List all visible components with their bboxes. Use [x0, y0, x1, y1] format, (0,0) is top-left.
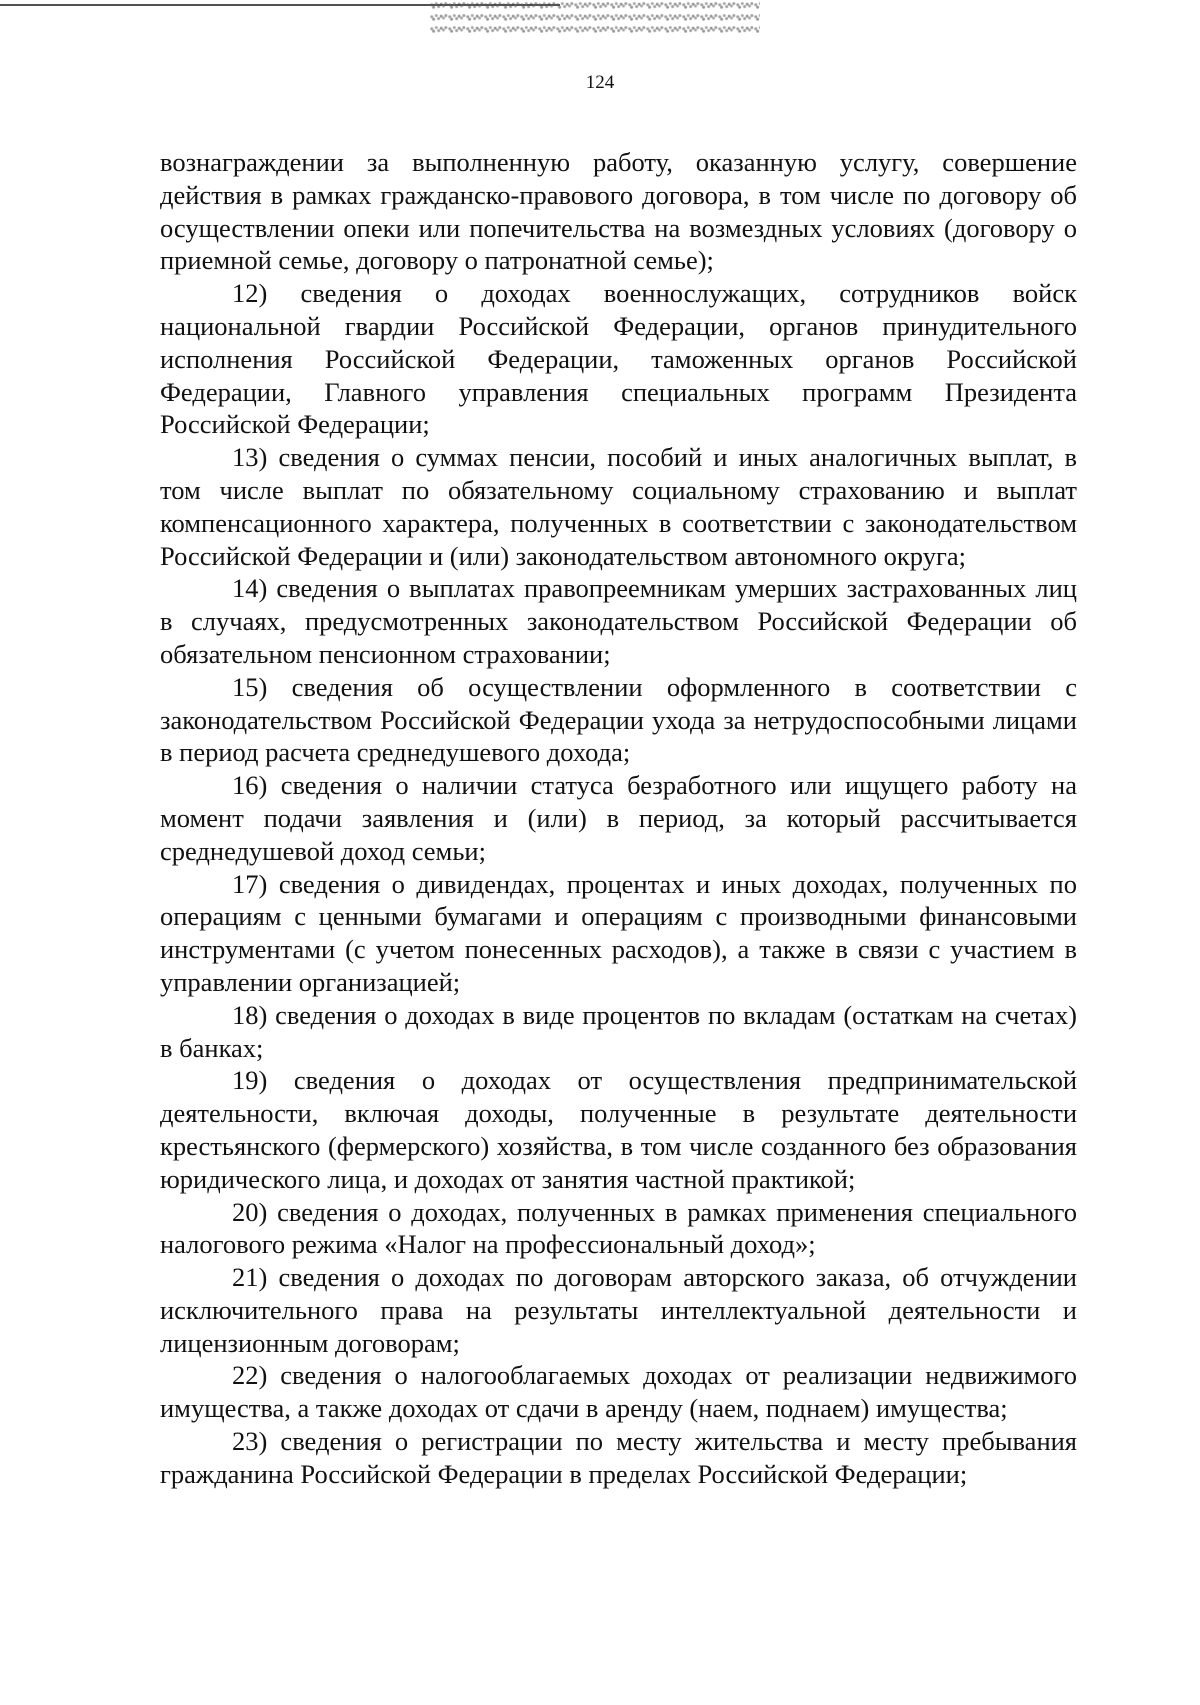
list-item-14: 14) сведения о выплатах правопреемникам умерших застрахованных лиц в случаях, предусмотренных законодательством Российской Федерации об обязательном пенсионном страховании;	[160, 573, 1077, 669]
paragraph-continuation: вознаграждении за выполненную работу, оказанную услугу, совершение действия в рамках гражданско-правового договора, в том числе по договору об осуществлении опеки или попечительства на возмездных условиях (договору о приемной семье, договору о патронатной семье);	[160, 147, 1077, 276]
list-item-12: 12) сведения о доходах военнослужащих, сотрудников войск национальной гвардии Российской Федерации, органов принудительного исполнения Российской Федерации, таможенных органов Российской Федерации, Главного управления специальных программ Президента Российской Федерации;	[160, 278, 1077, 440]
scan-noise-artifact	[430, 0, 760, 34]
list-item-20: 20) сведения о доходах, полученных в рамках применения специального налогового режима «Налог на профессиональный доход»;	[160, 1196, 1077, 1260]
list-item-19: 19) сведения о доходах от осуществления предпринимательской деятельности, включая доходы, полученные в результате деятельности крестьянского (фермерского) хозяйства, в том числе созданного без образования юридического лица, и доходах от занятия частной практикой;	[160, 1065, 1077, 1194]
list-item-23: 23) сведения о регистрации по месту жительства и месту пребывания гражданина Российской Федерации в пределах Российской Федерации;	[160, 1426, 1077, 1489]
list-item-18: 18) сведения о доходах в виде процентов по вкладам (остаткам на счетах) в банках;	[160, 999, 1077, 1063]
list-item-16: 16) сведения о наличии статуса безработного или ищущего работу на момент подачи заявления и (или) в период, за который рассчитывается среднедушевой доход семьи;	[160, 770, 1077, 866]
list-item-13: 13) сведения о суммах пенсии, пособий и иных аналогичных выплат, в том числе выплат по обязательному социальному страхованию и выплат компенсационного характера, полученных в соответствии с законодательством Российской Федерации и (или) законодательством автономного округа;	[160, 442, 1077, 571]
list-item-22: 22) сведения о налогооблагаемых доходах от реализации недвижимого имущества, а также доходах от сдачи в аренду (наем, поднаем) имущества;	[160, 1360, 1077, 1424]
list-item-15: 15) сведения об осуществлении оформленного в соответствии с законодательством Российской Федерации ухода за нетрудоспособными лицами в период расчета среднедушевого дохода;	[160, 671, 1077, 768]
list-item-21: 21) сведения о доходах по договорам авторского заказа, об отчуждении исключительного права на результаты интеллектуальной деятельности и лицензионным договорам;	[160, 1262, 1077, 1358]
page-number: 124	[585, 72, 615, 93]
document-body	[160, 146, 1077, 1491]
list-item-17: 17) сведения о дивидендах, процентах и иных доходах, полученных по операциям с ценными бумагами и операциям с производными финансовыми инструментами (с учетом понесенных расходов), а также в связи с участием в управлении организацией;	[160, 868, 1077, 997]
